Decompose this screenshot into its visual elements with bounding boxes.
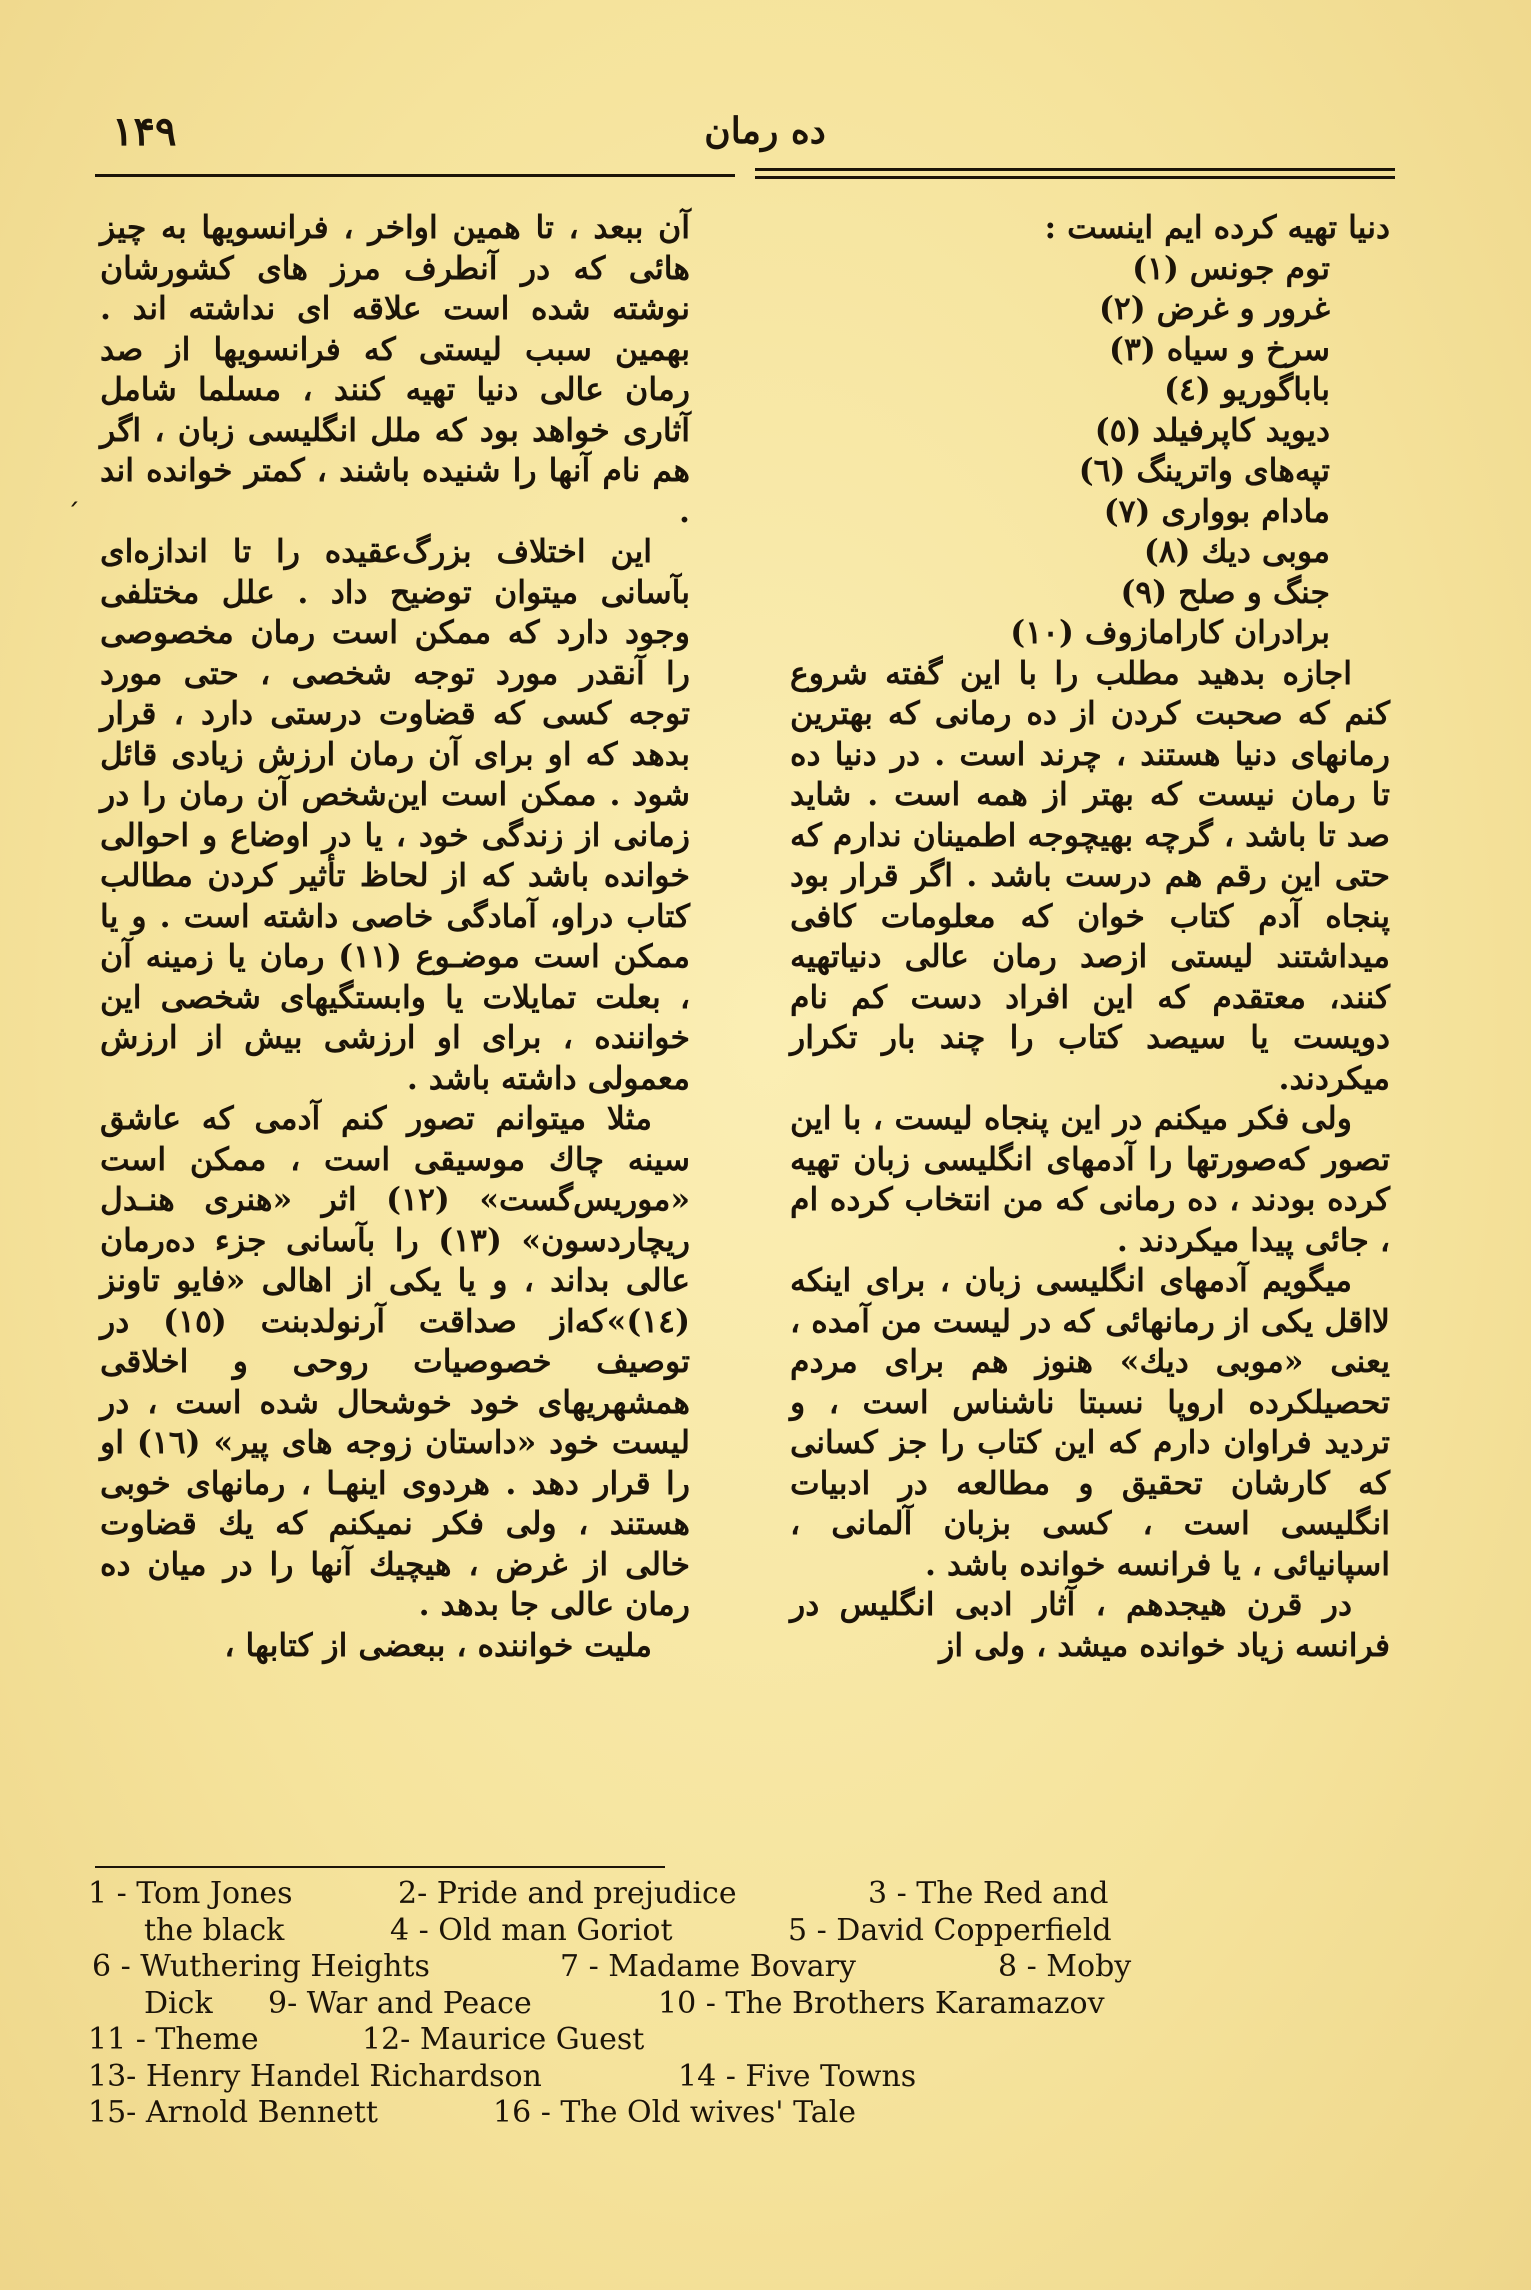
page-number: ۱۴۹ — [112, 108, 177, 155]
novel-list-item: موبی دیك (۸) — [1143, 533, 1330, 570]
novel-list-item: تپه‌های واترینگ (٦) — [1078, 452, 1330, 489]
body-paragraph: میگویم آدمهای انگلیسی زبان ، برای اینکه لااقل یکی از رمانهائی که در لیست من آمده ، یعنی «موبی دیك» هنوز هم برای مردم تحصیلکرده اروپا نسبتا ناشناس است ، و تردید فراوان دارم که این کتاب را جز کسانی که کارشان تحقیق و مطالعه در ادبیات انگلیسی است ، کسی بزبان آلمانی ، اسپانیائی ، یا فرانسه خوانده باشد . — [790, 1262, 1390, 1583]
left-column — [100, 208, 690, 1666]
footnote-row — [88, 1986, 1208, 2023]
header-rule-right-top — [755, 168, 1395, 171]
footnote: 10 - The Brothers Karamazov — [658, 1985, 1105, 2021]
footnote: 13- Henry Handel Richardson — [88, 2058, 542, 2094]
body-paragraph: آن ببعد ، تا همین اواخر ، فرانسویها به چیز هائی که در آنطرف مرز های کشورشان نوشته شده است علاقه ای نداشته اند . بهمین سبب لیستی که فرانسویها از صد رمان عالی دنیا تهیه کنند ، مسلما شامل آثاری خواهد بود که ملل انگلیسی زبان ، اگر هم نام آنها را شنیده باشند ، کمتر خوانده اند . — [100, 209, 690, 530]
footnote: 7 - Madame Bovary — [560, 1949, 856, 1984]
novel-list-item: مادام بوواری (۷) — [1103, 492, 1330, 530]
running-title: ده رمان — [704, 110, 826, 152]
body-paragraph: این اختلاف بزرگ‌عقیده را تا اندازه‌ای بآسانی میتوان توضیح داد . علل مختلفی وجود دارد که ممکن است رمان مخصوصی را آنقدر مورد توجه شخصی ، حتی مورد توجه کسی که قضاوت درستی دارد ، قرار بدهد که او برای آن رمان ارزش زیادی قائل شود . ممکن است این‌شخص آن رمان را در زمانی از زندگی خود ، یا در اوضاع و احوالی خوانده باشد که از لحاظ تأثیر کردن مطالب کتاب دراو، آمادگی خاصی داشته است . و یا ممکن است موضـوع (۱۱) رمان یا زمینه آن ، بعلت تمایلات یا وابستگیهای شخصی این خواننده ، برای او ارزشی بیش از ارزش معمولی داشته باشد . — [100, 533, 690, 1097]
header-rule-right-bottom — [755, 176, 1395, 179]
body-paragraph: اجازه بدهید مطلب را با این گفته شروع کنم که صحبت کردن از ده رمانی که بهترین رمانهای دنیا هستند ، چرند است . در دنیا ده تا رمان نیست که بهتر از همه است . شاید صد تا باشد ، گرچه بهیچوجه اطمینان ندارم که حتی این رقم هم درست باشد . اگر قرار بود پنجاه آدم کتاب خوان که معلومات کافی میداشتند لیستی ازصد رمان عالی دنیاتهیه کنند، معتقدم که این افراد دست کم نام دویست یا سیصد کتاب را چند بار تکرار میکردند. — [790, 654, 1390, 1097]
footnote-row — [88, 2095, 1208, 2132]
footnote: 16 - The Old wives' Tale — [493, 2095, 857, 2130]
footnote: 15- Arnold Bennett — [88, 2095, 378, 2130]
footnote: 12- Maurice Guest — [362, 2022, 645, 2057]
novel-list — [790, 249, 1390, 654]
novel-list-item: سرخ و سیاه (۳) — [1109, 330, 1330, 368]
footnote: 5 - David Copperfield — [788, 1912, 1112, 1948]
novel-list-item: برادران کارامازوف (۱۰) — [1010, 614, 1330, 651]
novel-list-item: جنگ و صلح (۹) — [1120, 573, 1330, 611]
footnote-rule — [95, 1866, 665, 1868]
footnotes — [88, 1876, 1208, 2132]
novel-list-item: توم جونس (۱) — [1132, 249, 1330, 287]
margin-mark: ˏ — [66, 474, 80, 507]
novel-list-item: غرور و غرض (۲) — [1098, 290, 1330, 327]
footnote: 2- Pride and prejudice — [398, 1876, 737, 1911]
footnote: 1 - Tom Jones — [88, 1876, 293, 1911]
footnote: 11 - Theme — [88, 2022, 259, 2057]
footnote: 3 - The Red and — [868, 1876, 1109, 1911]
header-rule-left — [95, 174, 735, 177]
footnote: Dick — [144, 1985, 213, 2021]
footnote-row — [88, 2022, 1208, 2059]
body-paragraph: ولی فکر میکنم در این پنجاه لیست ، با این تصور که‌صورتها را آدمهای انگلیسی زبان تهیه کرده بودند ، ده رمانی که من انتخاب کرده ام ، جائی پیدا میکردند . — [790, 1100, 1390, 1259]
page-header — [90, 100, 1440, 170]
footnote: 6 - Wuthering Heights — [92, 1949, 430, 1984]
body-paragraph: مثلا میتوانم تصور کنم آدمی که عاشق سینه چاك موسیقی است ، ممکن است «موریس‌گست» (۱۲) اثر «هنری هنـدل ریچاردسون» (۱۳) را بآسانی جزء ده‌رمان عالی بداند ، و یا یکی از اهالی «فایو تاونز (۱٤)»که‌از صداقت آرنولدبنت (۱٥) در توصیف خصوصیات روحی و اخلاقی همشهریهای خود خوشحال شده است ، در لیست خود «داستان زوجه های پیر» (۱٦) او را قرار دهد . هردوی اینهـا ، رمانهای خوبی هستند ، ولی فکر نمیکنم که یك قضاوت خالی از غرض ، هیچیك آنها را در میان ده رمان عالی جا بدهد . — [100, 1100, 691, 1623]
footnote: the black — [144, 1912, 285, 1948]
footnote: 14 - Five Towns — [678, 2058, 917, 2094]
footnote-row — [88, 2059, 1208, 2096]
footnote-row — [88, 1876, 1208, 1913]
footnote-row — [88, 1913, 1208, 1950]
body-paragraph: در قرن هیجدهم ، آثار ادبی انگلیس در فرانسه زیاد خوانده میشد ، ولی از — [790, 1586, 1390, 1664]
footnote-row — [88, 1949, 1208, 1986]
footnote: 4 - Old man Goriot — [390, 1912, 673, 1948]
novel-list-item: دیوید کاپرفیلد (٥) — [1094, 411, 1330, 449]
right-column — [790, 208, 1390, 1666]
footnote: 8 - Moby — [998, 1949, 1132, 1984]
list-intro: دنیا تهیه کرده ایم اینست : — [1044, 209, 1390, 246]
footnote: 9- War and Peace — [268, 1985, 532, 2021]
novel-list-item: باباگوریو (٤) — [1164, 371, 1330, 408]
body-paragraph: ملیت خواننده ، ببعضی از کتابها ، — [224, 1626, 652, 1664]
